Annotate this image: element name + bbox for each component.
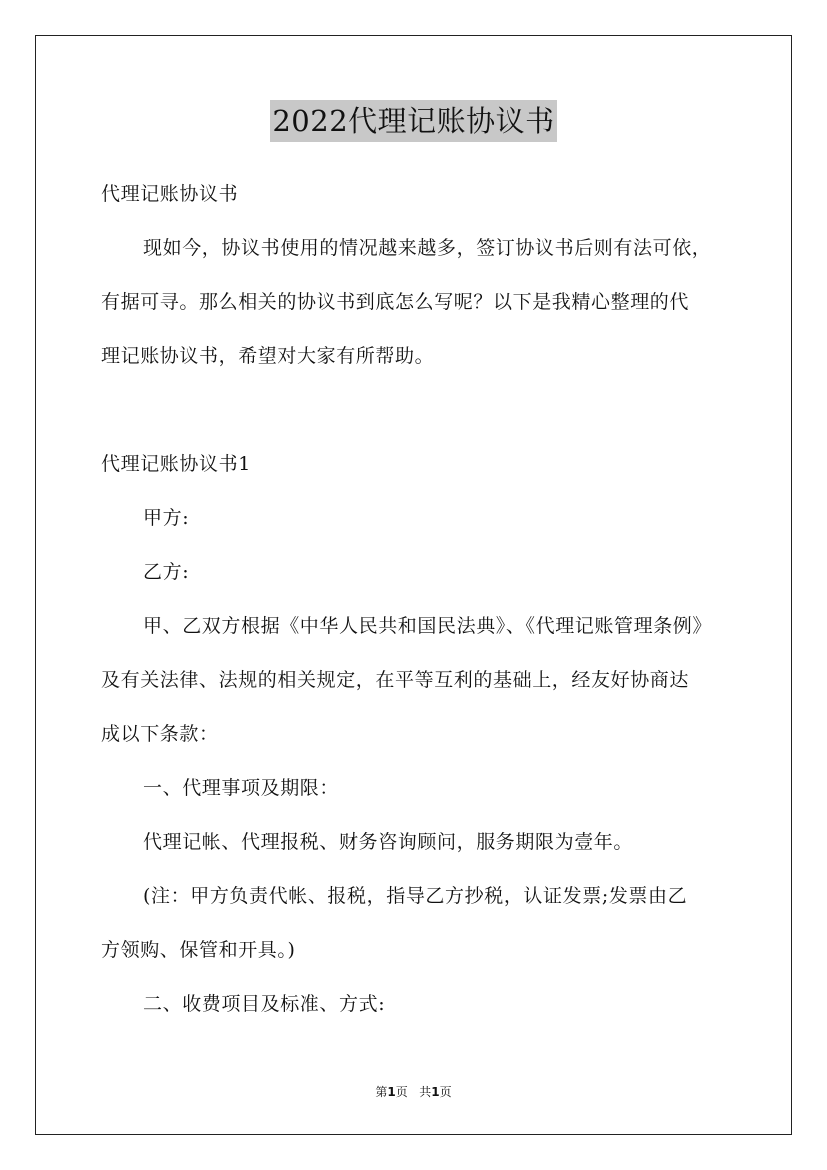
title-container xyxy=(0,100,827,142)
page-footer xyxy=(0,1083,827,1101)
clause-1-heading: 一、代理事项及期限： xyxy=(143,777,340,799)
intro-line-1: 现如今，协议书使用的情况越来越多，签订协议书后则有法可依， xyxy=(143,237,712,259)
clause-1-body: 代理记帐、代理报税、财务咨询顾问，服务期限为壹年。 xyxy=(143,831,634,853)
intro-line-2: 有据可寻。那么相关的协议书到底怎么写呢？以下是我精心整理的代 xyxy=(101,291,690,313)
clause-2-heading: 二、收费项目及标准、方式: xyxy=(143,993,386,1015)
preamble-line-3: 成以下条款： xyxy=(101,723,219,745)
preamble-line-1: 甲、乙双方根据《中华人民共和国民法典》、《代理记账管理条例》 xyxy=(143,615,713,637)
footer-total-prefix: 共 xyxy=(419,1085,432,1099)
intro-line-3: 理记账协议书，希望对大家有所帮助。 xyxy=(101,345,435,367)
document-title: 2022代理记账协议书 xyxy=(270,100,556,142)
preamble-line-2: 及有关法律、法规的相关规定，在平等互利的基础上，经友好协商达 xyxy=(101,669,690,691)
party-b-label: 乙方: xyxy=(143,561,190,583)
footer-total-number: 1 xyxy=(431,1085,440,1099)
section-heading: 代理记账协议书1 xyxy=(101,453,251,475)
party-a-label: 甲方: xyxy=(143,507,190,529)
clause-1-note-line-1: (注：甲方负责代帐、报税，指导乙方抄税，认证发票;发票由乙 xyxy=(143,885,688,907)
footer-page-number: 1 xyxy=(387,1085,396,1099)
footer-total-suffix: 页 xyxy=(439,1085,452,1099)
subheading: 代理记账协议书 xyxy=(101,183,239,205)
clause-1-note-line-2: 方领购、保管和开具。) xyxy=(101,939,296,961)
footer-page-prefix: 第 xyxy=(375,1085,388,1099)
footer-page-suffix: 页 xyxy=(395,1085,408,1099)
